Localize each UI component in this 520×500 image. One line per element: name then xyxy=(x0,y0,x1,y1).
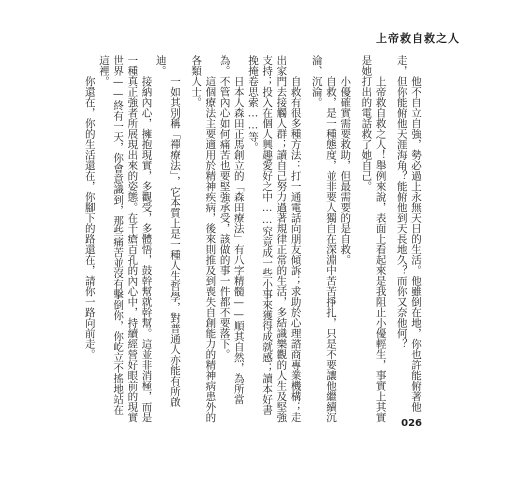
paragraph: 你還在，你的生活還在，你腳下的路還在，請你一路向前走。 xyxy=(83,76,96,360)
page-number: 026 xyxy=(401,418,422,429)
vertical-body-text xyxy=(83,55,430,425)
paragraph: 這個療法主要適用於精神疾病，後來則推及到喪失自創能力的精神病患外的各類人士。 xyxy=(190,55,217,423)
paragraph: 自救有很多種方法：打一通電話向朋友傾訴；求助於心理諮商專業機構；走出家門去接觸人群；讀自己努力過著規律正常的生活，多結識樂觀的人生及堅強支持；投入在個人興趣愛好之中……究竟成一些小事來獲得成就感；讀本好書挽掩卷思索……等。 xyxy=(246,55,302,423)
paragraph: 接納內心，擁抱現實，多觀受，多體悟，鼓幹幫就幹幫。這並非消極，而是一種真正強者所展現出來的姿態。在千瘡百孔的內心中，持續經營好眼前的現實世界——終有一天，你會意識到，那些痛苦並沒有擊倒你，你屹立不搖地站在這裡。 xyxy=(97,55,153,423)
paragraph: 一如其別稱「禪療法」，它本質上是一種人生哲學，對普通人亦能有所啟迪。 xyxy=(154,55,181,407)
running-header: 上帝救自救之人 xyxy=(376,32,460,45)
paragraph: 小優確實需要救助，但最需要的是自救。 xyxy=(339,76,352,265)
paragraph: 自救，是一種態度，並非要人獨自在深淵中苦苦掙扎，只是不要讓他繼續沉淪、沉淪。 xyxy=(310,55,337,423)
paragraph: 上帝救自救之人！舉例來說，表面上看起來是我阻止小優輕生，事實上其實是她打出的電話救了她自己。 xyxy=(360,55,387,423)
paragraph: 日本人森田正馬創立的「森田療法」有八字精髓——順其自然，為所當為。不管內心如何痛苦也要堅強承受，該做的事一件都不要落下。 xyxy=(218,55,245,405)
paragraph: 他不自立自強，勢必過上永無天日的生活。他雖倒在地，你也許能俯著他走，但你能俯他天涯海角？能俯他到天長地久？而你又奈他何？ xyxy=(395,55,422,412)
